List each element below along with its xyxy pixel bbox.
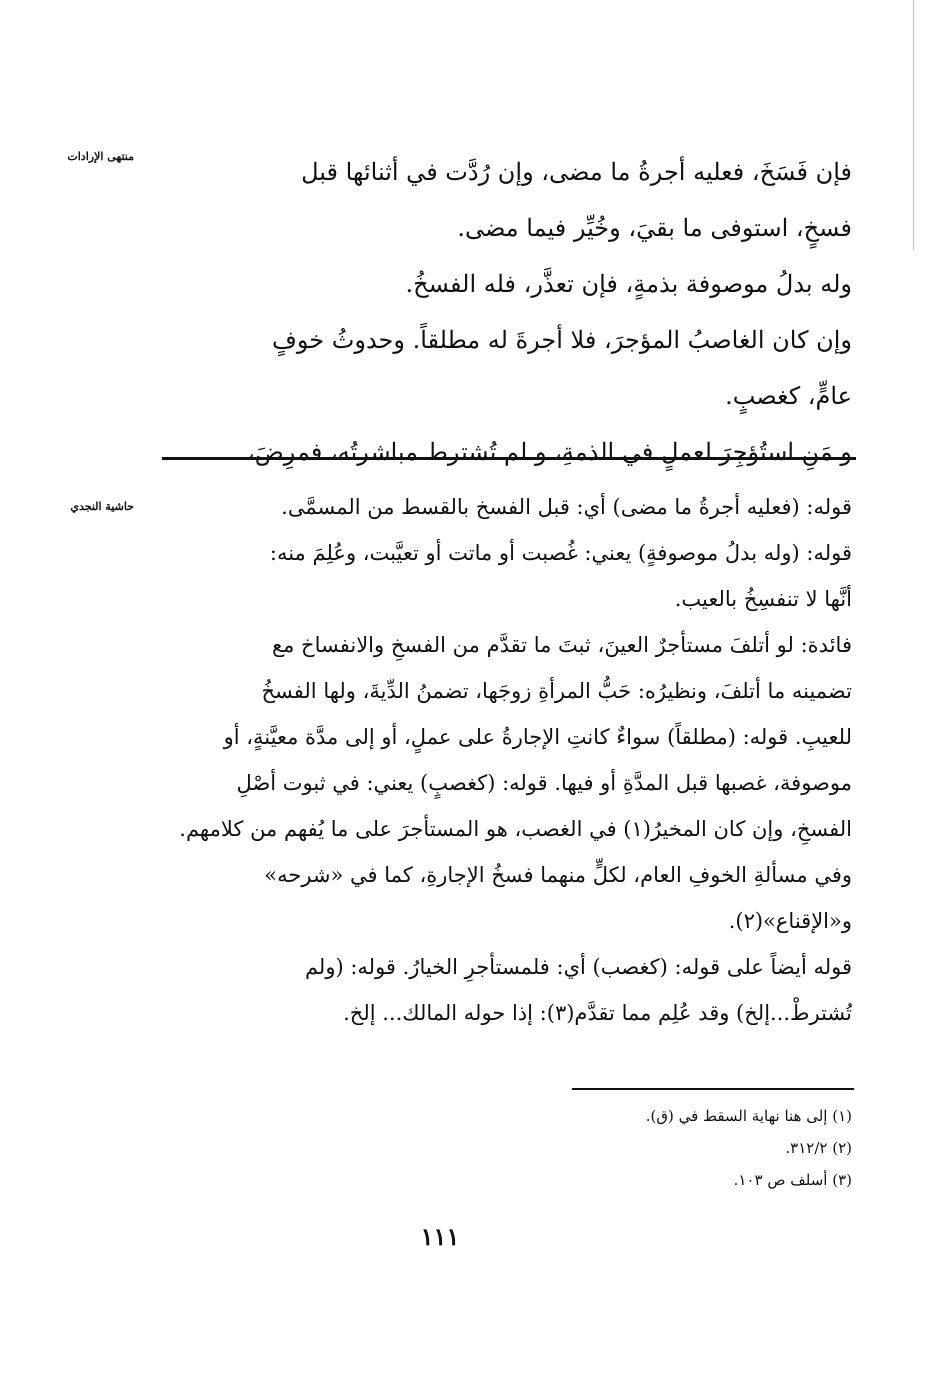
hashiya-text-line: موصوفة، غصبها قبل المدَّةِ أو فيها. قوله: (كغصبٍ) يعني: في ثبوت أصْلِ: [236, 771, 852, 795]
main-text-line: فإن فَسَخَ، فعليه أجرةُ ما مضى، وإن رُدَّت في أثنائها قبل: [301, 158, 852, 186]
hashiya-text-line: تضمينه ما أتلفَ، ونظيرُه: حَبُّ المرأةِ زوجَها، تضمنُ الدِّيةَ، ولها الفسخُ: [261, 679, 852, 703]
hashiya-text-line: قوله: (فعليه أجرةُ ما مضى) أي: قبل الفسخ بالقسط من المسمَّى.: [281, 495, 852, 519]
scan-edge-line: [913, 0, 914, 250]
side-label-hashiya: حاشية النجدي: [70, 500, 134, 513]
hashiya-text-line: الفسخِ، وإن كان المخيرُ(١) في الغصب، هو المستأجرَ على ما يُفهم من كلامهم.: [179, 817, 852, 841]
main-text-line: فسخٍ، استوفى ما بقيَ، وخُيِّر فيما مضى.: [457, 214, 852, 242]
hashiya-text-line: تُشترطْ...إلخ) وقد عُلِم مما تقدَّم(٣): إذا حوله المالك... إلخ.: [343, 1001, 852, 1025]
hashiya-text-line: و«الإقناع»(٢).: [728, 909, 852, 933]
hashiya-text-line: قوله أيضاً على قوله: (كغصب) أي: فلمستأجرِ الخيارُ. قوله: (ولم: [304, 955, 852, 979]
main-text-line: عامٍّ، كغصبٍ.: [725, 382, 852, 410]
main-text-line: وله بدلُ موصوفة بذمةٍ، فإن تعذَّر، فله الفسخُ.: [405, 270, 852, 298]
footnote: (٢) ٣١٢/٢.: [785, 1139, 852, 1157]
footnote-divider: [572, 1088, 854, 1090]
hashiya-text: [162, 484, 852, 1036]
hashiya-text-line: قوله: (وله بدلُ موصوفةٍ) يعني: غُصبت أو ماتت أو تعيَّبت، وعُلِمَ منه:: [269, 541, 852, 565]
footnotes: [500, 1100, 852, 1196]
page-number: ١١١: [420, 1222, 460, 1251]
main-text-line: و مَنِ استُؤجِرَ لعملٍ في الذمةِ، و لم تُشترط مباشرتُه، فمرِضَ،: [246, 438, 852, 466]
hashiya-text-line: للعيبِ. قوله: (مطلقاً) سواءٌ كانتِ الإجارةُ على عملٍ، أو إلى مدَّة معيَّنةٍ، أو: [223, 725, 852, 749]
main-text-divider: [162, 457, 856, 460]
footnote: (٣) أسلف ص ١٠٣.: [733, 1171, 852, 1189]
main-text: [162, 144, 852, 480]
hashiya-text-line: فائدة: لو أتلفَ مستأجرٌ العينَ، ثبتَ ما تقدَّم من الفسخِ والانفساخ مع: [271, 633, 852, 657]
main-text-line: وإن كان الغاصبُ المؤجرَ، فلا أجرةَ له مطلقاً. وحدوثُ خوفٍ: [272, 326, 852, 354]
hashiya-text-line: وفي مسألةِ الخوفِ العام، لكلٍّ منهما فسخُ الإجارةِ، كما في «شرحه»: [264, 863, 852, 887]
hashiya-text-line: أنَّها لا تنفسِخُ بالعيب.: [674, 587, 852, 611]
footnote: (١) إلى هنا نهاية السقط في (ق).: [645, 1107, 852, 1125]
side-label-main: منتهى الإرادات: [67, 150, 134, 163]
